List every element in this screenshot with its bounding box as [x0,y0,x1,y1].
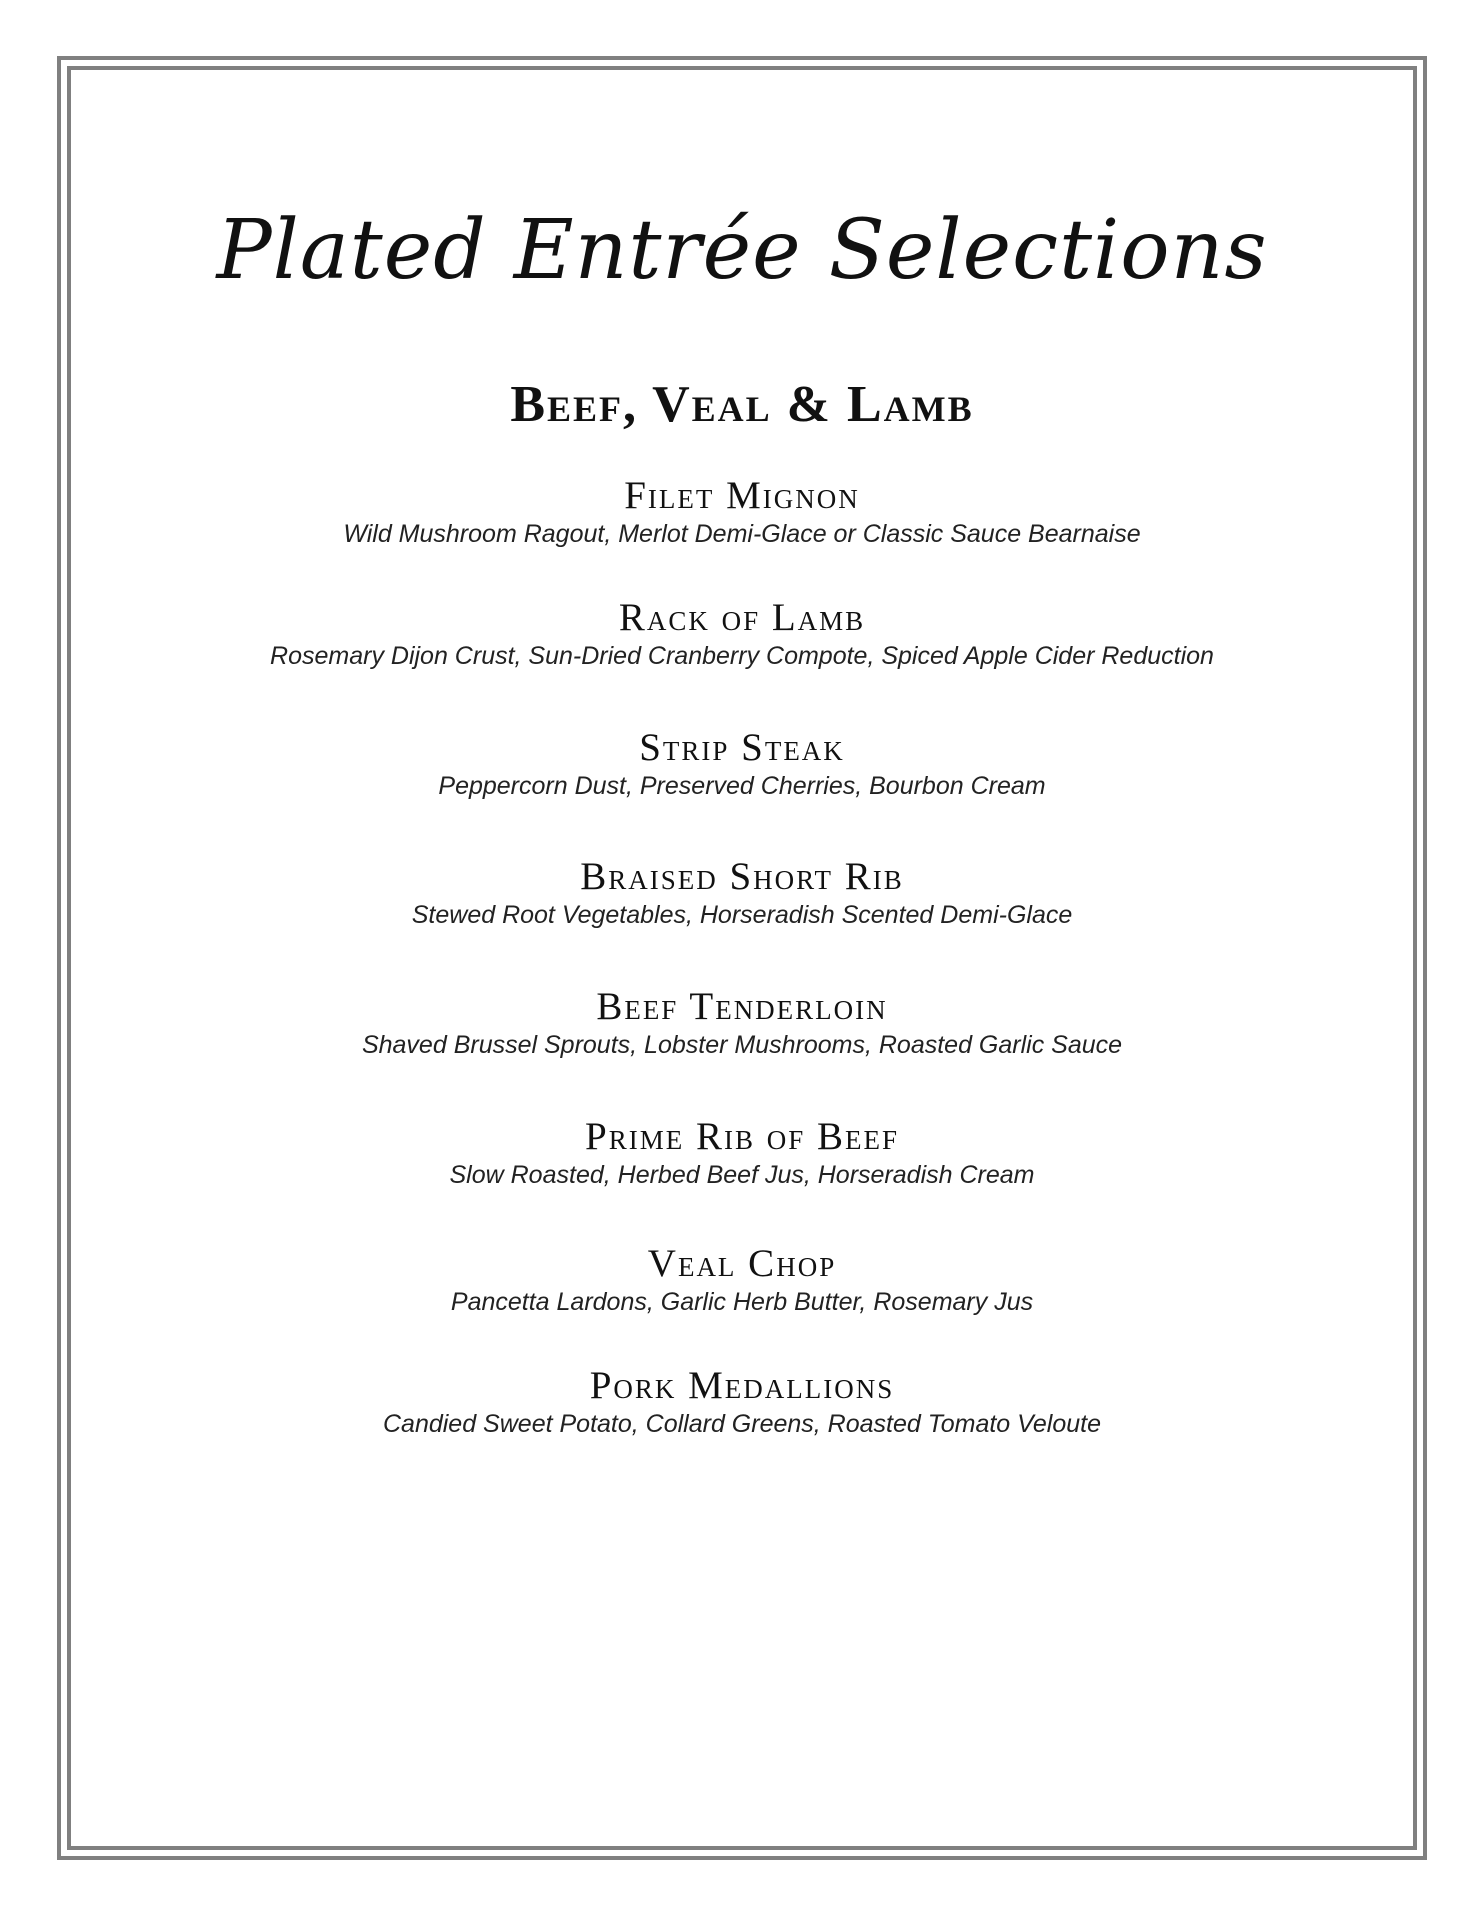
menu-item-description: Slow Roasted, Herbed Beef Jus, Horseradish Cream [449,1161,1035,1189]
menu-item [67,855,1417,931]
menu-item [67,474,1417,550]
menu-item-name: Prime Rib of Beef [585,1115,899,1158]
menu-item-name: Veal Chop [647,1242,837,1285]
menu-page [67,66,1417,1850]
menu-item [67,596,1417,672]
menu-item-name: Pork Medallions [589,1364,895,1407]
menu-item-description: Rosemary Dijon Crust, Sun-Dried Cranberry Compote, Spiced Apple Cider Reduction [270,642,1214,670]
menu-item-name: Braised Short Rib [580,855,904,898]
menu-item [67,985,1417,1061]
menu-item-name: Filet Mignon [624,474,860,517]
menu-item [67,1115,1417,1191]
menu-item-description: Candied Sweet Potato, Collard Greens, Roasted Tomato Veloute [382,1410,1102,1438]
menu-item-description: Pancetta Lardons, Garlic Herb Butter, Rosemary Jus [450,1288,1034,1316]
menu-item [67,1364,1417,1440]
menu-item-description: Shaved Brussel Sprouts, Lobster Mushrooms, Roasted Garlic Sauce [361,1031,1123,1059]
page-title: Plated Entrée Selections [216,203,1268,298]
menu-item-name: Beef Tenderloin [596,985,888,1028]
section-heading: Beef, Veal & Lamb [510,376,974,433]
menu-item [67,1242,1417,1318]
menu-item-description: Wild Mushroom Ragout, Merlot Demi-Glace or Classic Sauce Bearnaise [343,520,1141,548]
menu-item-name: Rack of Lamb [618,596,866,639]
menu-item-description: Stewed Root Vegetables, Horseradish Scented Demi-Glace [411,901,1073,929]
menu-item [67,726,1417,802]
menu-item-description: Peppercorn Dust, Preserved Cherries, Bourbon Cream [438,772,1046,800]
menu-item-name: Strip Steak [639,726,845,769]
